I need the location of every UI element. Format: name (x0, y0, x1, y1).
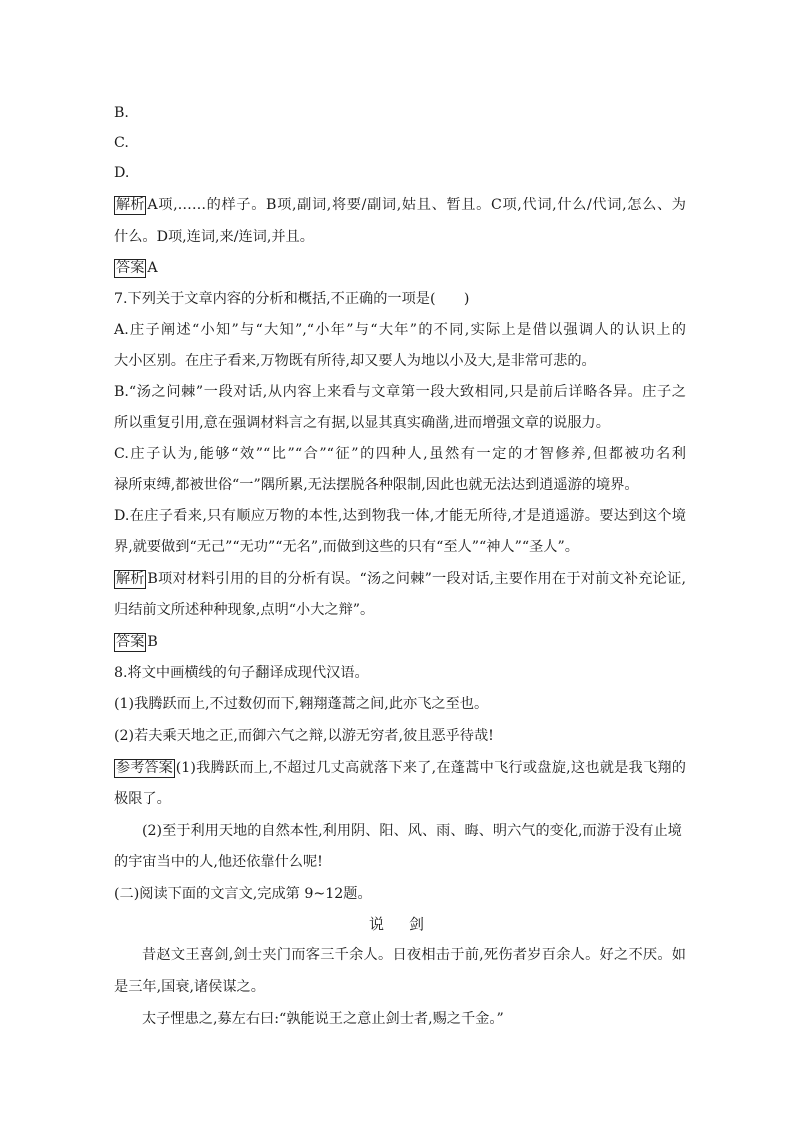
passage-title: 说 剑 (368, 915, 426, 933)
q7-option-c-line-2: 禄所束缚,都被世俗“一”隅所累,无法摆脱各种限制,因此也就无法达到逍遥游的境界。 (114, 477, 639, 493)
q7-stem: 7.下列关于文章内容的分析和概括,不正确的一项是( ) (114, 291, 470, 307)
passage-paragraph-1-line-1: 昔赵文王喜剑,剑士夹门而客三千余人。日夜相击于前,死伤者岁百余人。好之不厌。如 (142, 947, 686, 963)
q8-reference-line-1: 参考答案 (1)我腾跃而上,不超过几丈高就落下来了,在蓬蒿中飞行或盘旋,这也就是我飞翔的 (116, 760, 686, 776)
q7-option-c-line-1: C.庄子认为,能够“效”“比”“合”“征”的四种人,虽然有一定的才智修养,但都被功名利 (114, 446, 686, 462)
answer-tag: 答案 (116, 260, 145, 276)
q6-answer: 答案 A (116, 260, 158, 276)
passage-paragraph-1-line-2: 是三年,国衰,诸侯谋之。 (114, 979, 265, 995)
q8-sentence-2: (2)若夫乘天地之正,而御六气之辩,以游无穷者,彼且恶乎待哉! (114, 728, 494, 744)
section-2-heading: (二)阅读下面的文言文,完成第 9~12题。 (114, 886, 372, 902)
q7-option-b-line-2: 所以重复引用,意在强调材料言之有据,以显其真实确凿,进而增强文章的说服力。 (114, 415, 610, 431)
reference-answer-tag: 参考答案 (116, 760, 173, 776)
q7-option-a-line-1: A.庄子阐述“小知”与“大知”,“小年”与“大年”的不同,实际上是借以强调人的认识上的 (114, 322, 686, 338)
q7-answer: 答案 B (116, 634, 158, 650)
option-c: C. (114, 135, 129, 151)
q8-sentence-1: (1)我腾跃而上,不过数仞而下,翱翔蓬蒿之间,此亦飞之至也。 (114, 696, 489, 712)
q7-option-d-line-1: D.在庄子看来,只有顺应万物的本性,达到物我一体,才能无所待,才是逍遥游。要达到这个境 (114, 508, 686, 524)
analysis-tag: 解析 (116, 571, 145, 587)
option-d: D. (114, 165, 130, 181)
passage-paragraph-2-line-1: 太子悝患之,募左右曰:“孰能说王之意止剑士者,赐之千金。” (142, 1011, 504, 1027)
q6-analysis-line-1: 解析 A项,……的样子。B项,副词,将要/副词,姑且、暂且。C项,代词,什么/代词,怎么、为 (116, 197, 686, 213)
q8-reference-line-4: 的宇宙当中的人,他还依靠什么呢! (114, 854, 323, 870)
q8-reference-line-2: 极限了。 (114, 791, 171, 807)
q8-reference-line-3: (2)至于利用天地的自然本性,利用阴、阳、风、雨、晦、明六气的变化,而游于没有止境 (142, 823, 682, 839)
q7-option-b-line-1: B.“汤之问棘”一段对话,从内容上来看与文章第一段大致相同,只是前后详略各异。庄子之 (114, 384, 686, 400)
q6-analysis-line-2: 什么。D项,连词,来/连词,并且。 (114, 229, 314, 245)
q7-option-d-line-2: 界,就要做到“无己”“无功”“无名”,而做到这些的只有“至人”“神人”“圣人”。 (114, 539, 579, 555)
q7-analysis-line-1: 解析 B项对材料引用的目的分析有误。“汤之问棘”一段对话,主要作用在于对前文补充论证, (116, 571, 686, 587)
q8-stem: 8.将文中画横线的句子翻译成现代汉语。 (114, 665, 369, 681)
option-b: B. (114, 105, 129, 121)
q7-analysis-line-2: 归结前文所述种种现象,点明“小大之辩”。 (114, 602, 375, 618)
analysis-tag: 解析 (116, 197, 145, 213)
answer-tag: 答案 (116, 634, 145, 650)
q7-option-a-line-2: 大小区别。在庄子看来,万物既有所待,却又要人为地以小及大,是非常可悲的。 (114, 353, 596, 369)
